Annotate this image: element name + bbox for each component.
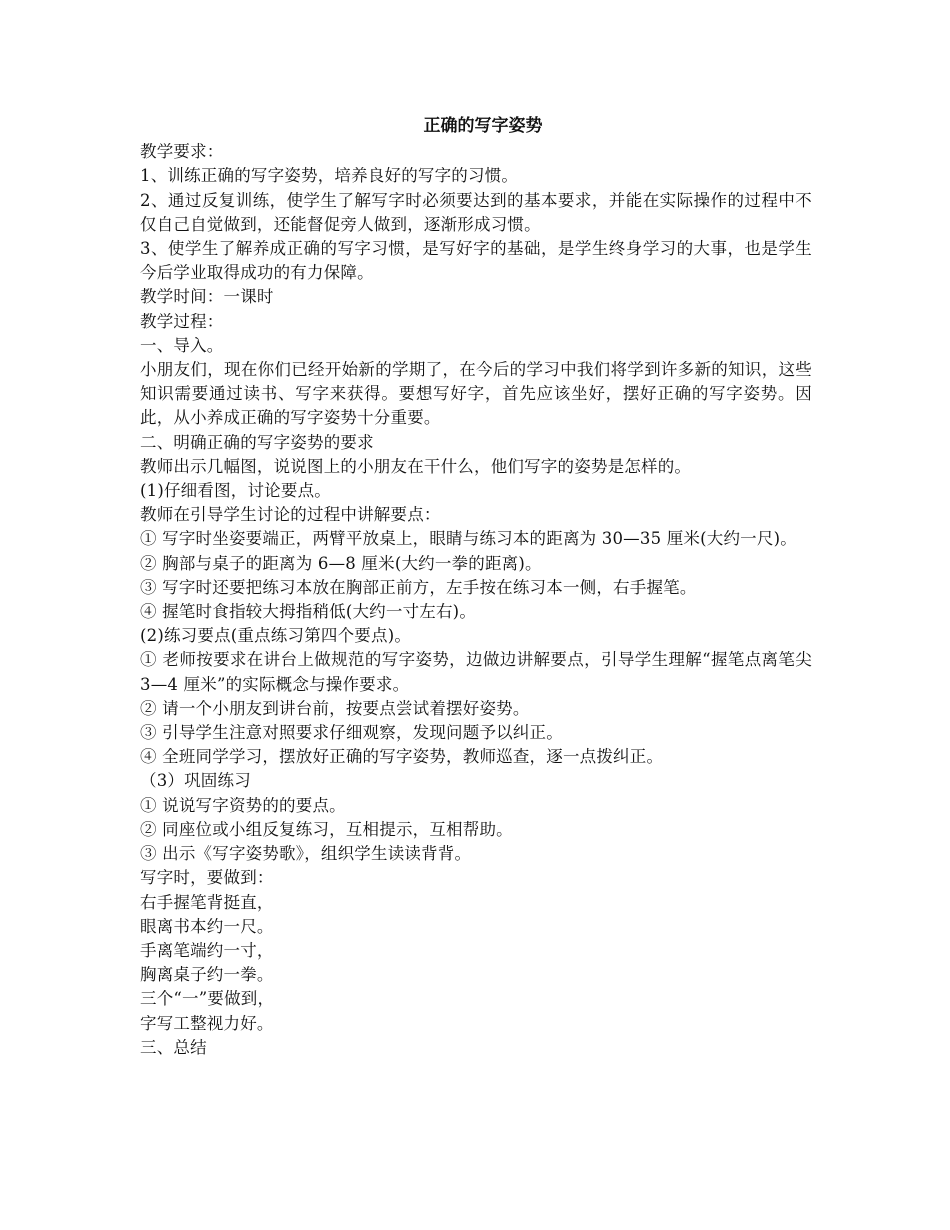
paragraph: ② 同座位或小组反复练习，互相提示，互相帮助。 <box>140 819 513 839</box>
paragraph: 字写工整视力好。 <box>140 1013 274 1033</box>
paragraph: 右手握笔背挺直， <box>140 892 274 912</box>
paragraph: ① 说说写字资势的的要点。 <box>140 795 346 815</box>
paragraph: ③ 写字时还要把练习本放在胸部正前方，左手按在练习本一侧，右手握笔。 <box>140 577 697 597</box>
paragraph: 3、使学生了解养成正确的写字习惯，是写好字的基础，是学生终身学习的大事，也是学生今后学业取得成功的有力保障。 <box>140 239 812 283</box>
paragraph: ③ 出示《写字姿势歌》，组织学生读读背背。 <box>140 844 472 864</box>
paragraph: （3）巩固练习 <box>140 771 251 791</box>
paragraph: 眼离书本约一尺。 <box>140 916 274 936</box>
paragraph: ④ 握笔时食指较大拇指稍低(大约一寸左右)。 <box>140 602 477 622</box>
paragraph: ① 写字时坐姿要端正，两臂平放桌上，眼睛与练习本的距离为 30—35 厘米(大约一尺)。 <box>140 529 797 549</box>
paragraph: ① 老师按要求在讲台上做规范的写字姿势，边做边讲解要点，引导学生理解“握笔点离笔尖 3—4 厘米”的实际概念与操作要求。 <box>140 650 812 694</box>
paragraph: 一、导入。 <box>140 335 224 355</box>
document-title: 正确的写字姿势 <box>423 116 543 136</box>
paragraph: 教学过程： <box>140 311 224 331</box>
paragraph: ④ 全班同学学习，摆放好正确的写字姿势，教师巡查，逐一点拨纠正。 <box>140 747 664 767</box>
paragraph: ② 胸部与桌子的距离为 6—8 厘米(大约一拳的距离)。 <box>140 553 542 573</box>
paragraph: 胸离桌子约一拳。 <box>140 965 274 985</box>
paragraph: 教学时间：一课时 <box>140 287 274 307</box>
paragraph: 小朋友们，现在你们已经开始新的学期了，在今后的学习中我们将学到许多新的知识，这些知识需要通过读书、写字来获得。要想写好字，首先应该坐好，摆好正确的写字姿势。因此，从小养成正确的写字姿势十分重要。 <box>140 360 812 428</box>
paragraph: 二、明确正确的写字姿势的要求 <box>140 432 374 452</box>
document-page <box>140 114 812 1060</box>
paragraph: 1、训练正确的写字姿势，培养良好的写字的习惯。 <box>140 166 519 186</box>
document-body <box>140 140 812 1060</box>
paragraph: 手离笔端约一寸， <box>140 940 274 960</box>
paragraph: 教师出示几幅图，说说图上的小朋友在干什么，他们写字的姿势是怎样的。 <box>140 456 692 476</box>
paragraph: 教师在引导学生讨论的过程中讲解要点： <box>140 505 441 525</box>
paragraph: (1)仔细看图，讨论要点。 <box>140 481 331 501</box>
paragraph: (2)练习要点(重点练习第四个要点)。 <box>140 626 412 646</box>
paragraph: ③ 引导学生注意对照要求仔细观察，发现问题予以纠正。 <box>140 723 563 743</box>
paragraph: 写字时，要做到： <box>140 868 274 888</box>
paragraph: 2、通过反复训练，使学生了解写字时必须要达到的基本要求，并能在实际操作的过程中不仅自己自觉做到，还能督促旁人做到，逐渐形成习惯。 <box>140 190 812 234</box>
paragraph: 三、总结 <box>140 1037 207 1057</box>
paragraph: 教学要求： <box>140 142 224 162</box>
paragraph: 三个“一”要做到， <box>140 989 275 1009</box>
paragraph: ② 请一个小朋友到讲台前，按要点尝试着摆好姿势。 <box>140 698 530 718</box>
